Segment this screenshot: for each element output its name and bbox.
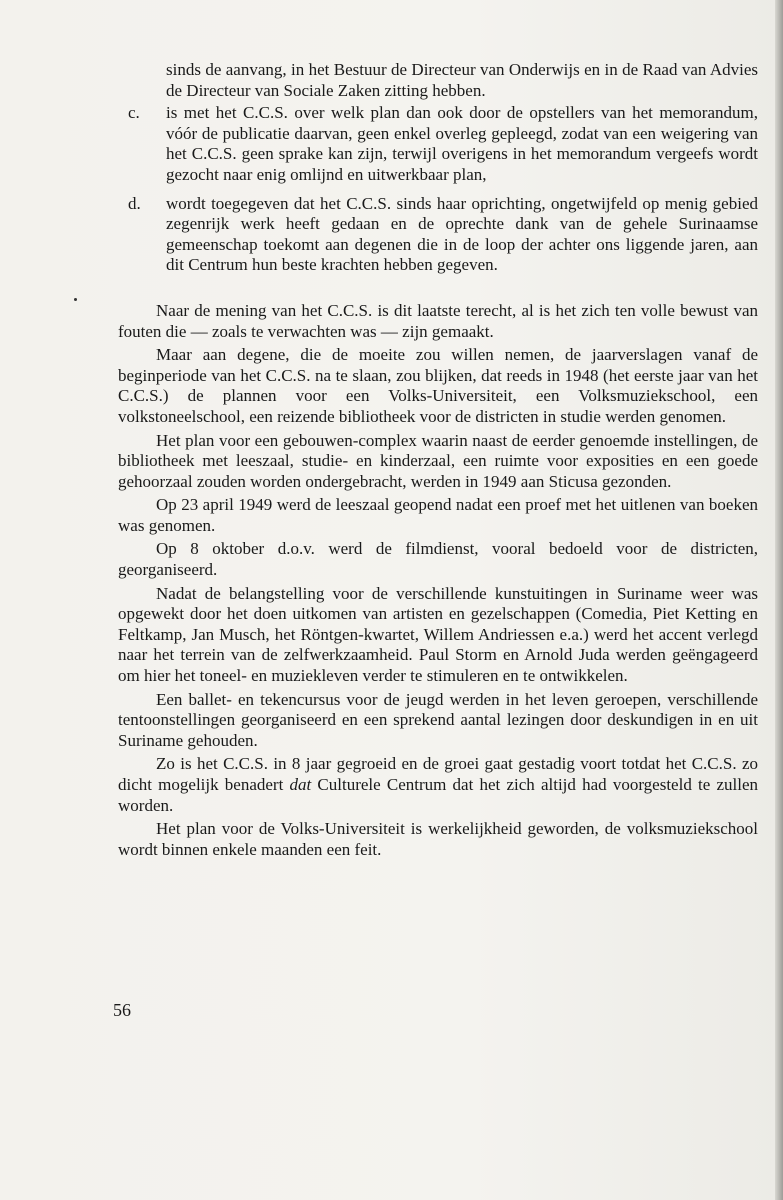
paragraph: Nadat de belangstelling voor de verschillende kunstuitingen in Suriname weer was opgewekt door het doen uitkomen van artisten en gezelschappen (Comedia, Piet Ketting en Feltkamp, Jan Musch, het Röntgen-kwartet, Willem Andriessen e.a.) werd het accent verlegd naar het terrein van de zelfwerkzaamheid. Paul Storm en Arnold Juda werden geëngageerd om hier het toneel- en muziekleven verder te stimuleren en te ontwikkelen. [118,583,758,686]
page-edge-shadow [775,0,783,1200]
list-item-text: is met het C.C.S. over welk plan dan ook door de opstellers van het memorandum, vóór de publicatie daarvan, geen enkel overleg gepleegd, zodat van een weigering van het C.C.S. geen sprake kan zijn, terwijl overigens in het memorandum vergeefs wordt gezocht naar enig omlijnd en uitwerkbaar plan, [166,103,758,184]
paragraph-zo-end: Culturele Centrum dat het zich altijd had voorgesteld te zullen worden. [118,775,758,815]
body-text [118,60,758,860]
list-item-text: wordt toegegeven dat het C.C.S. sinds haar oprichting, ongetwijfeld op menig gebied zegenrijk werk heeft gedaan en de oprechte dank van de gehele Surinaamse gemeenschap toekomt aan degenen die in de loop der achter ons liggende jaren, aan dit Centrum hun beste krachten hebben gegeven. [166,193,758,275]
list-item-label: c. [128,103,140,123]
paragraph: Het plan voor de Volks-Universiteit is werkelijkheid geworden, de volksmuziekschool wordt binnen enkele maanden een feit. [118,819,758,859]
paragraph: Op 8 oktober d.o.v. werd de filmdienst, vooral bedoeld voor de districten, georganiseerd. [118,539,758,580]
list-item-label: d. [128,193,141,213]
italic-word: dat [289,775,312,794]
paragraph-zo-start: Zo is het C.C.S. in 8 jaar gegroeid en de groei gaat gestadig voort totdat het C.C.S. zo dicht mogelijk benadert [118,754,758,794]
page-number: 56 [113,1000,131,1020]
paragraph: Het plan voor een gebouwen-complex waarin naast de eerder genoemde instellingen, de bibliotheek met leeszaal, studie- en kinderzaal, een ruimte voor exposities en een goede gehoorzaal zouden worden ondergebracht, werden in 1949 aan Sticusa gezonden. [118,430,758,491]
list-item-c [118,103,758,185]
ink-speck [74,298,77,301]
paragraph: Een ballet- en tekencursus voor de jeugd werden in het leven geroepen, verschillende tentoonstellingen georganiseerd en een sprekend aantal lezingen door deskundigen in en uit Suriname gehouden. [118,689,758,750]
paragraph: Op 23 april 1949 werd de leeszaal geopend nadat een proef met het uitlenen van boeken was genomen. [118,495,758,535]
paragraph-zo [118,754,758,816]
paragraph: Naar de mening van het C.C.S. is dit laatste terecht, al is het zich ten volle bewust van fouten die — zoals te verwachten was — zijn gemaakt. [118,300,758,341]
list-item-d [118,194,758,276]
continuation-text: sinds de aanvang, in het Bestuur de Directeur van Onderwijs en in de Raad van Advies de Directeur van Sociale Zaken zitting hebben. [166,60,758,100]
paragraph: Maar aan degene, die de moeite zou willen nemen, de jaarverslagen vanaf de beginperiode van het C.C.S. na te slaan, zou blijken, dat reeds in 1948 (het eerste jaar van het C.C.S.) de plannen voor een Volks-Universiteit, een Volksmuziekschool, een volkstoneelschool, een reizende bibliotheek voor de districten in studie werden genomen. [118,345,758,426]
